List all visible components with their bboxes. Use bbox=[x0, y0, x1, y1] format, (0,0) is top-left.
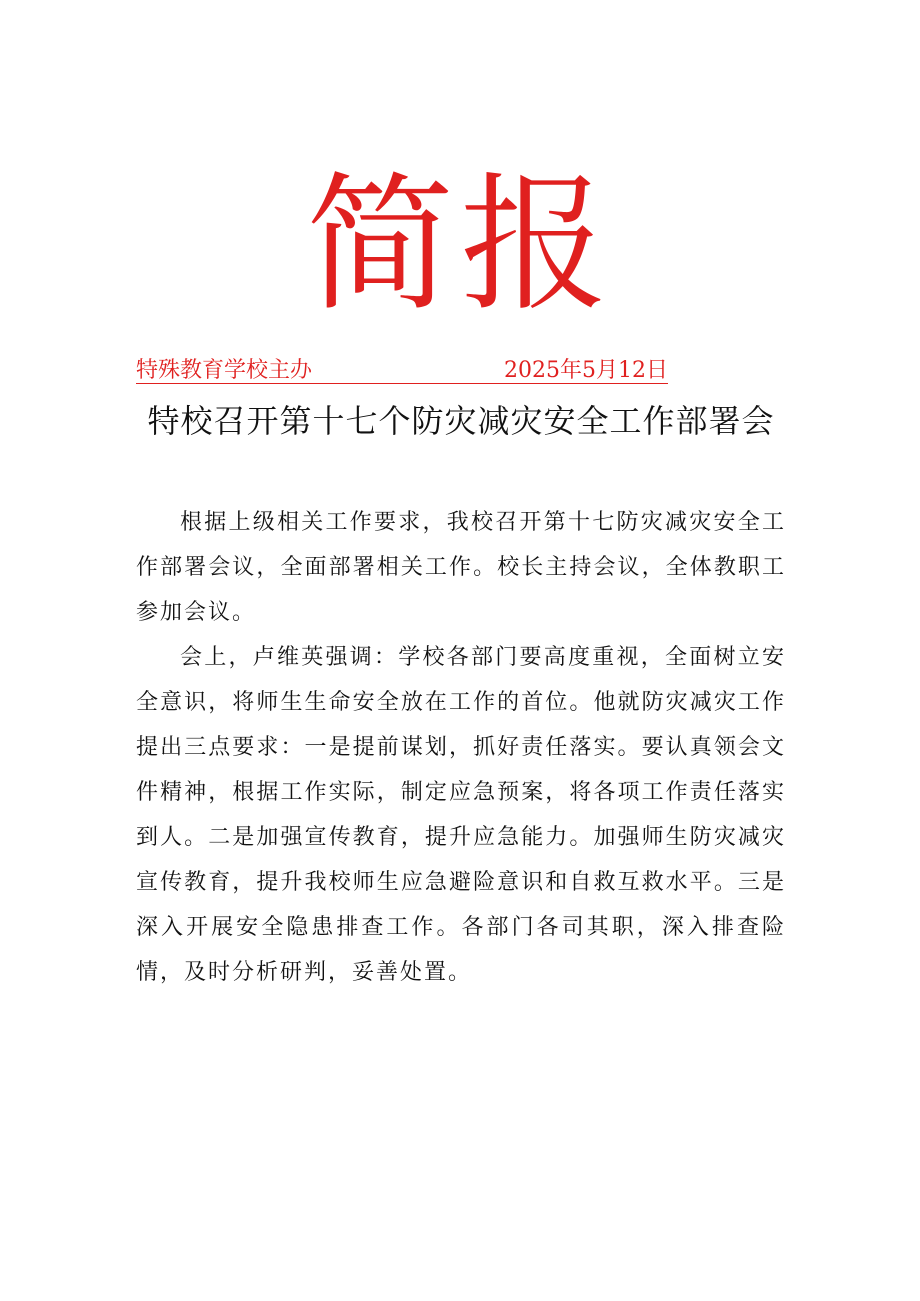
masthead-info-row bbox=[136, 356, 668, 386]
masthead-date: 2025年5月12日 bbox=[504, 358, 668, 383]
masthead-organizer: 特殊教育学校主办 bbox=[136, 358, 313, 383]
masthead-title: 简报 bbox=[306, 159, 614, 331]
masthead-divider bbox=[136, 383, 668, 384]
article-paragraph: 根据上级相关工作要求，我校召开第十七防灾减灾安全工作部署会议，全面部署相关工作。校长主持会议，全体教职工参加会议。 bbox=[136, 510, 786, 625]
article-paragraph: 会上，卢维英强调：学校各部门要高度重视，全面树立安全意识，将师生生命安全放在工作的首位。他就防灾减灾工作提出三点要求：一是提前谋划，抓好责任落实。要认真领会文件精神，根据工作实际，制定应急预案，将各项工作责任落实到人。二是加强宣传教育，提升应急能力。加强师生防灾减灾宣传教育，提升我校师生应急避险意识和自救互救水平。三是深入开展安全隐患排查工作。各部门各司其职，深入排查险情，及时分析研判，妥善处置。 bbox=[136, 645, 786, 985]
article-title: 特校召开第十七个防灾减灾安全工作部署会 bbox=[147, 402, 775, 440]
article-body bbox=[136, 500, 786, 995]
